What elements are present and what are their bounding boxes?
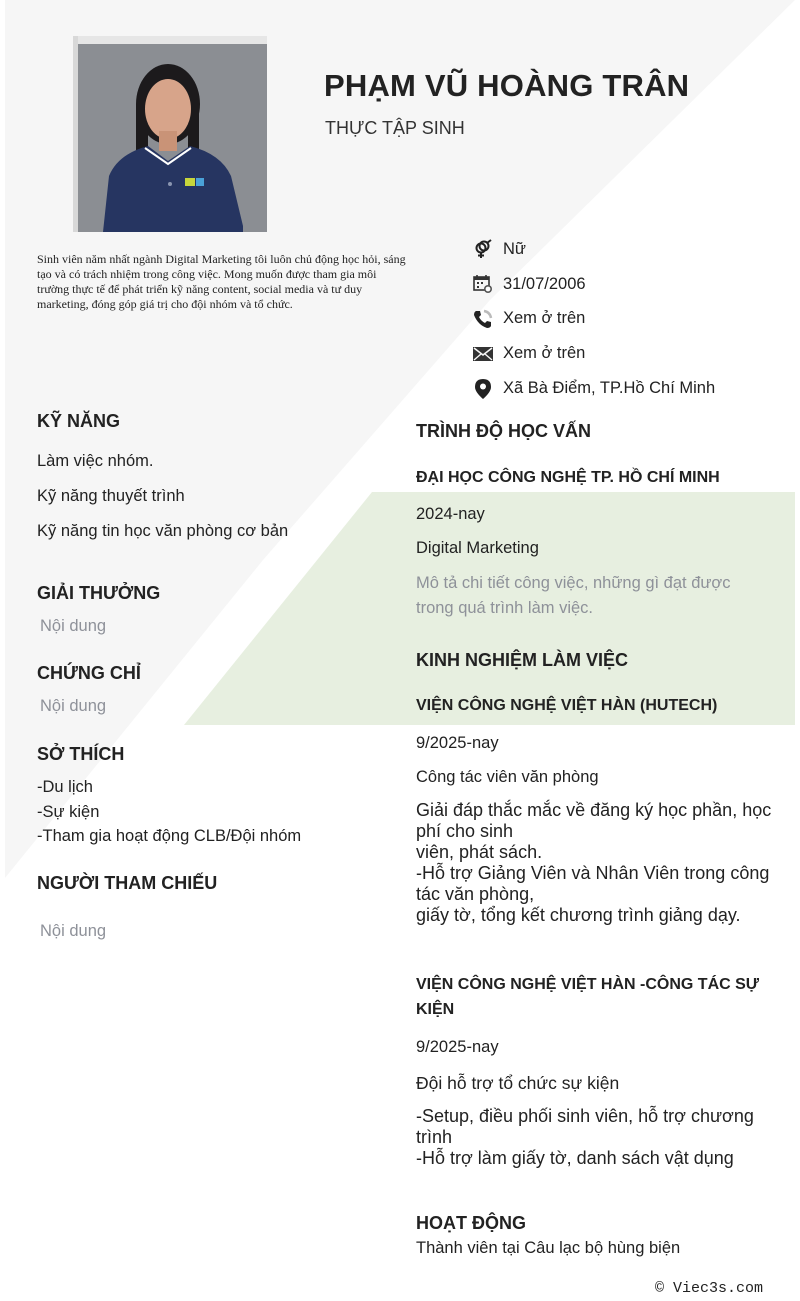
awards-heading: GIẢI THƯỞNG xyxy=(37,583,161,603)
hobbies-heading: SỞ THÍCH xyxy=(37,744,125,764)
certificates-content: Nội dung xyxy=(40,697,107,715)
phone-icon xyxy=(472,308,494,330)
skill-item: Kỹ năng thuyết trình xyxy=(37,487,185,505)
job-role: Đội hỗ trợ tổ chức sự kiện xyxy=(416,1073,620,1093)
contact-phone xyxy=(472,302,715,337)
education-major: Digital Marketing xyxy=(416,539,539,557)
skill-item: Kỹ năng tin học văn phòng cơ bản xyxy=(37,522,289,540)
contact-gender xyxy=(472,232,715,267)
hobby-item: -Du lịch xyxy=(37,778,93,796)
candidate-name: PHẠM VŨ HOÀNG TRÂN xyxy=(324,68,690,103)
job-company-line: VIỆN CÔNG NGHỆ VIỆT HÀN -CÔNG TÁC SỰ xyxy=(416,976,760,993)
job-title: THỰC TẬP SINH xyxy=(325,118,465,138)
certificates-heading: CHỨNG CHỈ xyxy=(37,663,141,683)
location-pin-icon xyxy=(472,378,494,400)
job-description-line: -Setup, điều phối sinh viên, hỗ trợ chương xyxy=(416,1106,754,1126)
profile-photo xyxy=(73,36,267,232)
activities-heading: HOẠT ĐỘNG xyxy=(416,1213,526,1233)
phone-value: Xem ở trên xyxy=(503,309,586,328)
contact-info xyxy=(472,232,715,406)
awards-content: Nội dung xyxy=(40,617,107,635)
watermark: © Viec3s.com xyxy=(654,1280,763,1297)
education-description-line: trong quá trình làm việc. xyxy=(416,599,594,617)
portrait-photo-icon xyxy=(73,36,267,232)
references-heading: NGƯỜI THAM CHIẾU xyxy=(37,873,218,893)
job-company: VIỆN CÔNG NGHỆ VIỆT HÀN (HUTECH) xyxy=(416,697,718,714)
birthday-value: 31/07/2006 xyxy=(503,274,586,293)
job-description-line: tác văn phòng, xyxy=(416,884,535,904)
hobby-item: -Sự kiện xyxy=(37,803,100,821)
job-description-line: Giải đáp thắc mắc về đăng ký học phần, học xyxy=(416,800,772,820)
job-description xyxy=(416,800,771,926)
job-role: Công tác viên văn phòng xyxy=(416,768,599,786)
job-description-line: phí cho sinh xyxy=(416,821,514,841)
job-description xyxy=(416,1106,754,1169)
contact-address xyxy=(472,371,715,406)
gender-icon xyxy=(472,238,494,260)
experience-heading: KINH NGHIỆM LÀM VIỆC xyxy=(416,650,629,670)
job-description-line: viên, phát sách. xyxy=(416,842,543,862)
email-value: Xem ở trên xyxy=(503,344,586,363)
education-description-line: Mô tả chi tiết công việc, những gì đạt được xyxy=(416,574,731,592)
education-school: ĐẠI HỌC CÔNG NGHỆ TP. HỒ CHÍ MINH xyxy=(416,469,720,486)
skill-item: Làm việc nhóm. xyxy=(37,452,154,470)
job-description-line: -Hỗ trợ làm giấy tờ, danh sách vật dụng xyxy=(416,1148,734,1168)
education-period: 2024-nay xyxy=(416,505,485,523)
skills-heading: KỸ NĂNG xyxy=(37,411,121,431)
email-icon xyxy=(472,343,494,365)
hobby-item: -Tham gia hoạt động CLB/Đội nhóm xyxy=(37,827,302,845)
contact-birthday xyxy=(472,267,715,302)
activities-content: Thành viên tại Câu lạc bộ hùng biện xyxy=(416,1239,681,1257)
profile-summary: Sinh viên năm nhất ngành Digital Marketing tôi luôn chủ động học hỏi, sáng tạo và có trách nhiệm trong công việc. Mong muốn được tham gia môi trường thực tế để phát triển kỹ năng content, social media và tư duy marketing, đóng góp giá trị cho đội nhóm và tổ chức. xyxy=(37,252,406,311)
job-company-line: KIỆN xyxy=(416,1001,455,1018)
references-content: Nội dung xyxy=(40,922,107,940)
contact-email xyxy=(472,336,715,371)
job-period: 9/2025-nay xyxy=(416,1038,499,1056)
job-description-line: -Hỗ trợ Giảng Viên và Nhân Viên trong công xyxy=(416,863,770,883)
gender-value: Nữ xyxy=(503,239,526,258)
education-heading: TRÌNH ĐỘ HỌC VẤN xyxy=(416,421,591,441)
job-period: 9/2025-nay xyxy=(416,734,499,752)
job-description-line: trình xyxy=(416,1127,453,1147)
job-description-line: giấy tờ, tổng kết chương trình giảng dạy. xyxy=(416,905,741,925)
calendar-icon xyxy=(472,273,494,295)
address-value: Xã Bà Điểm, TP.Hồ Chí Minh xyxy=(503,379,716,398)
